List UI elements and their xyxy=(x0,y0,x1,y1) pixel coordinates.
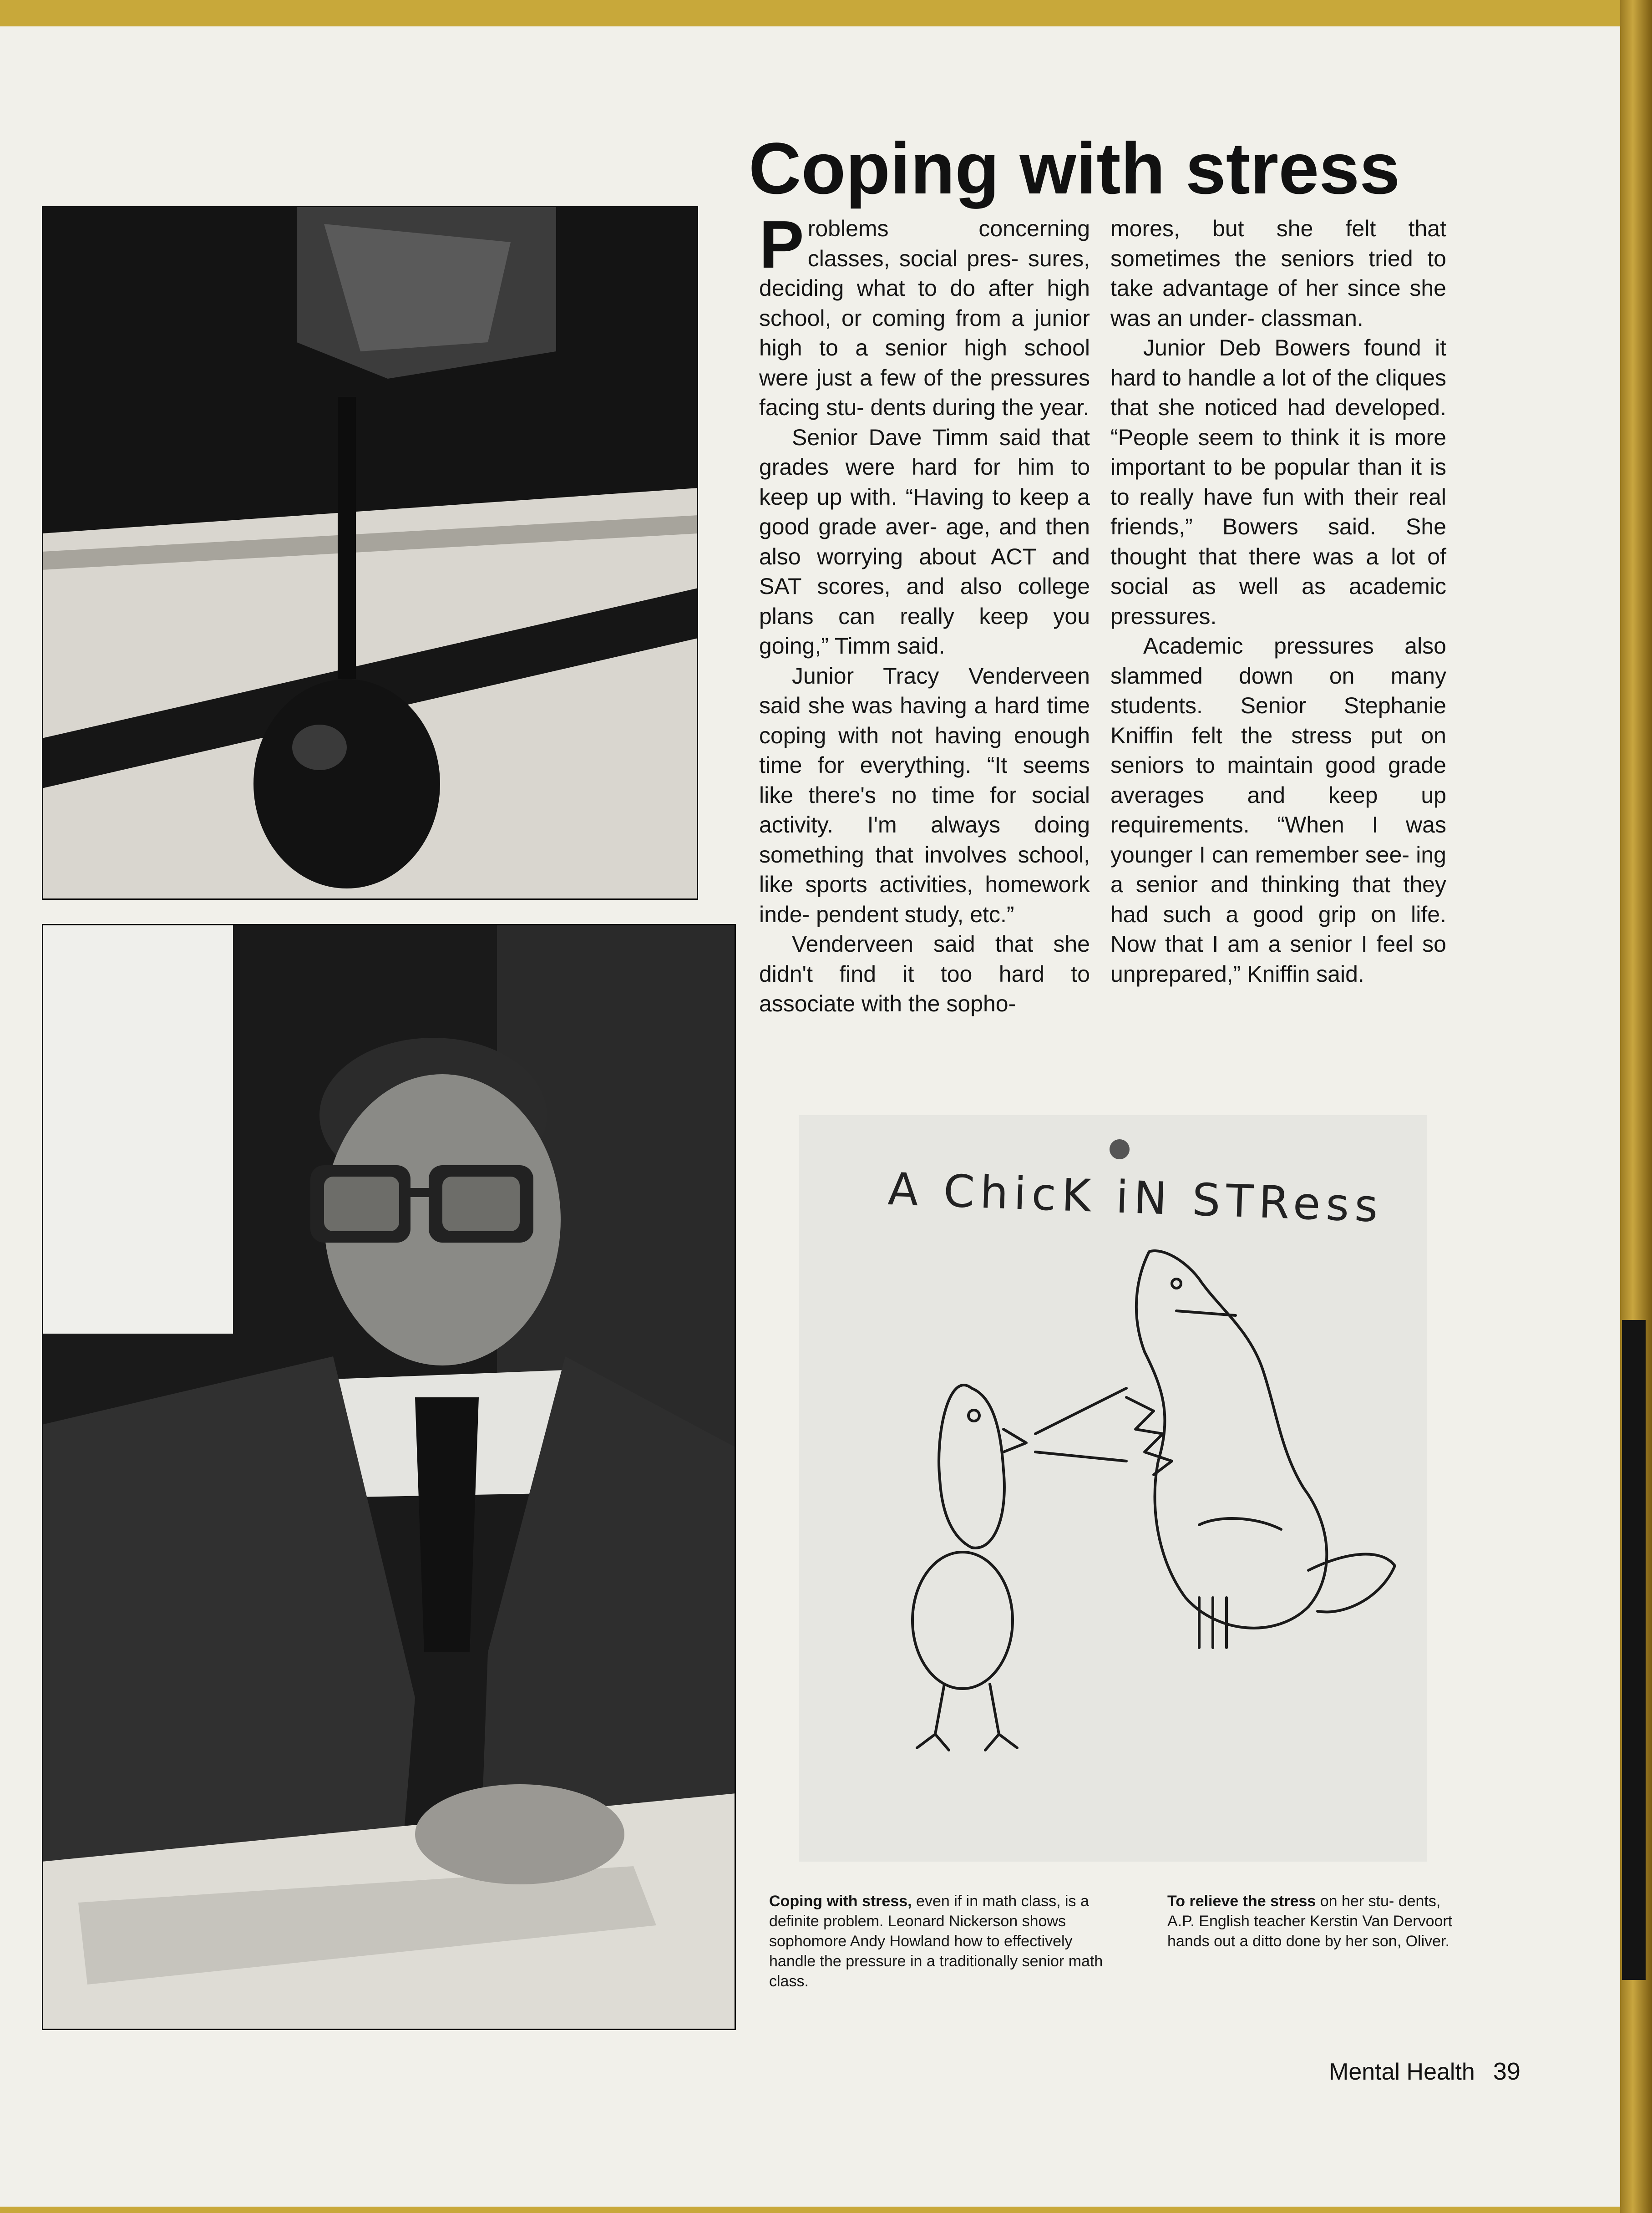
photo-apple-on-desk xyxy=(42,206,698,900)
paragraph: Senior Dave Timm said that grades were hard for him to keep up with. “Having to keep a good grade aver- age, and then also worrying about ACT and SAT scores, and also college plans can really keep you going,” Timm said. xyxy=(759,424,1090,659)
caption-drawing xyxy=(1167,1891,1468,1951)
child-drawing-chick-in-stress xyxy=(799,1115,1427,1862)
apple-photo-graphic xyxy=(42,206,698,900)
caption-body: on her stu- dents, A.P. English teacher Kerstin Van Dervoort hands out a ditto done by her son, Oliver. xyxy=(1167,1893,1453,1950)
paragraph: mores, but she felt that sometimes the seniors tried to take advantage of her since she was an under- classman. xyxy=(1110,216,1446,331)
section-name: Mental Health xyxy=(1329,2059,1475,2085)
paragraph: Academic pressures also slammed down on many students. Senior Stephanie Kniffin felt the stress put on seniors to maintain good grade averages and keep up requirements. “When I was younger I can remember see- ing a senior and thinking that they had such a good grip on life. Now that I am a senior I feel so unprepared,” Kniffin said. xyxy=(1110,633,1446,987)
drawing-caption-text: A ChicK iN STRess xyxy=(887,1163,1384,1233)
caption-teacher-photo xyxy=(769,1891,1104,1991)
teacher-photo-graphic xyxy=(42,924,736,2030)
page-footer xyxy=(1329,2057,1520,2086)
drop-cap: P xyxy=(759,207,804,282)
paragraph: Junior Tracy Venderveen said she was having a hard time coping with not having enough time for everything. “It seems like there's no time for social activity. I'm always doing something that involves school, like sports activities, homework inde- pendent study, etc.” xyxy=(759,663,1090,927)
caption-lead: Coping with stress, xyxy=(769,1893,912,1910)
caption-lead: To relieve the stress xyxy=(1167,1893,1316,1910)
binding-shadow xyxy=(1622,1320,1646,1980)
paragraph: Venderveen said that she didn't find it too hard to associate with the sopho- xyxy=(759,931,1090,1016)
paragraph: Junior Deb Bowers found it hard to handle a lot of the cliques that she noticed had developed. “People seem to think it is more important to be popular than it is to really have fun with their real friends,” Bowers said. She thought that there was a lot of social as well as academic pressures. xyxy=(1110,335,1446,629)
article-column-2 xyxy=(1110,214,1446,989)
page-number: 39 xyxy=(1493,2058,1520,2085)
chick-drawing-graphic xyxy=(799,1115,1427,1862)
article-title: Coping with stress xyxy=(749,127,1400,209)
book-binding-edge xyxy=(1620,0,1652,2213)
article-column-1 xyxy=(759,207,1090,1019)
paragraph: Problems concerning classes, social pres- sures, deciding what to do after high school, or coming from a junior high to a senior high school were just a few of the pressures facing stu- dents during the year. xyxy=(759,207,1090,420)
caption-body: even if in math class, is a definite problem. Leonard Nickerson shows sophomore Andy Howland how to effectively handle the pressure in a traditionally senior math class. xyxy=(769,1893,1103,1990)
photo-teacher-at-desk xyxy=(42,924,736,2030)
